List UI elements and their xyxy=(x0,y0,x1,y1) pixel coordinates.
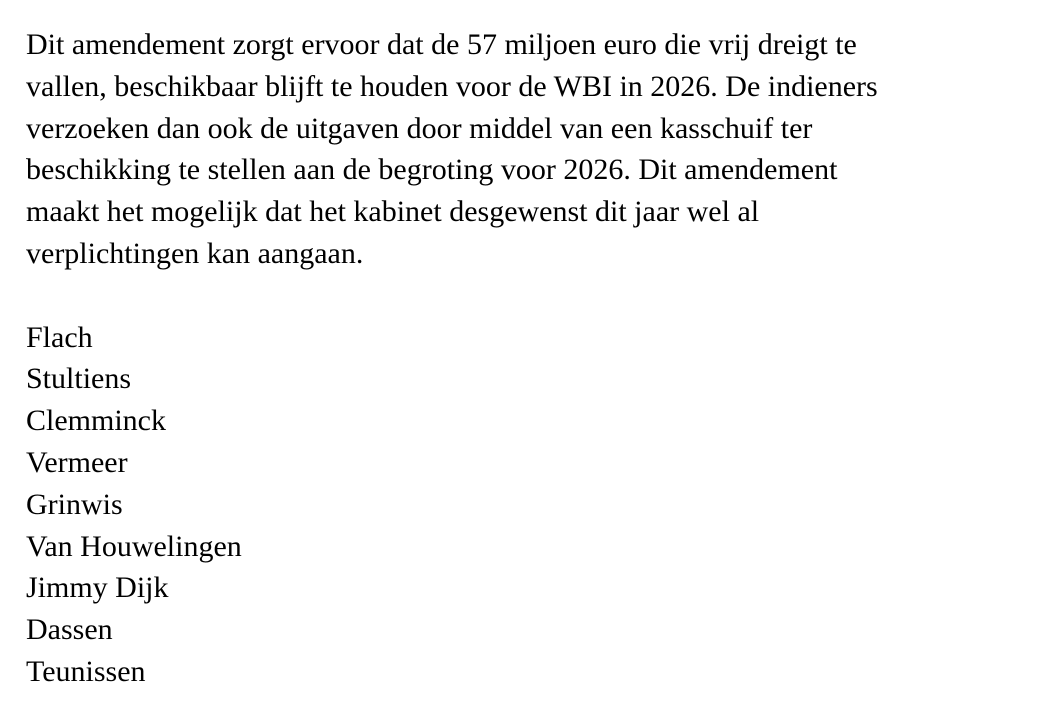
signatory-name: Jimmy Dijk xyxy=(26,571,169,605)
paragraph-line: beschikking te stellen aan de begroting voor 2026. Dit amendement xyxy=(26,153,838,187)
signatory-name: Teunissen xyxy=(26,654,146,688)
signatory-list xyxy=(26,317,1041,693)
paragraph-line: verzoeken dan ook de uitgaven door middel van een kasschuif ter xyxy=(26,111,813,145)
signatory-name: Dassen xyxy=(26,613,113,647)
paragraph-spacer xyxy=(26,275,1041,317)
paragraph-line: vallen, beschikbaar blijft te houden voor de WBI in 2026. De indieners xyxy=(26,69,878,103)
paragraph-line: Dit amendement zorgt ervoor dat de 57 miljoen euro die vrij dreigt te xyxy=(26,28,857,61)
paragraph-line: verplichtingen kan aangaan. xyxy=(26,236,364,270)
signatory-name: Van Houwelingen xyxy=(26,529,242,563)
signatory-name: Stultiens xyxy=(26,362,132,396)
signatory-name: Vermeer xyxy=(26,445,128,479)
explanation-paragraph xyxy=(26,24,1041,275)
signatory-name: Grinwis xyxy=(26,487,123,521)
paragraph-line: maakt het mogelijk dat het kabinet desgewenst dit jaar wel al xyxy=(26,195,760,229)
signatory-name: Clemminck xyxy=(26,404,166,438)
document-body xyxy=(26,24,1041,693)
signatory-name: Flach xyxy=(26,320,93,354)
